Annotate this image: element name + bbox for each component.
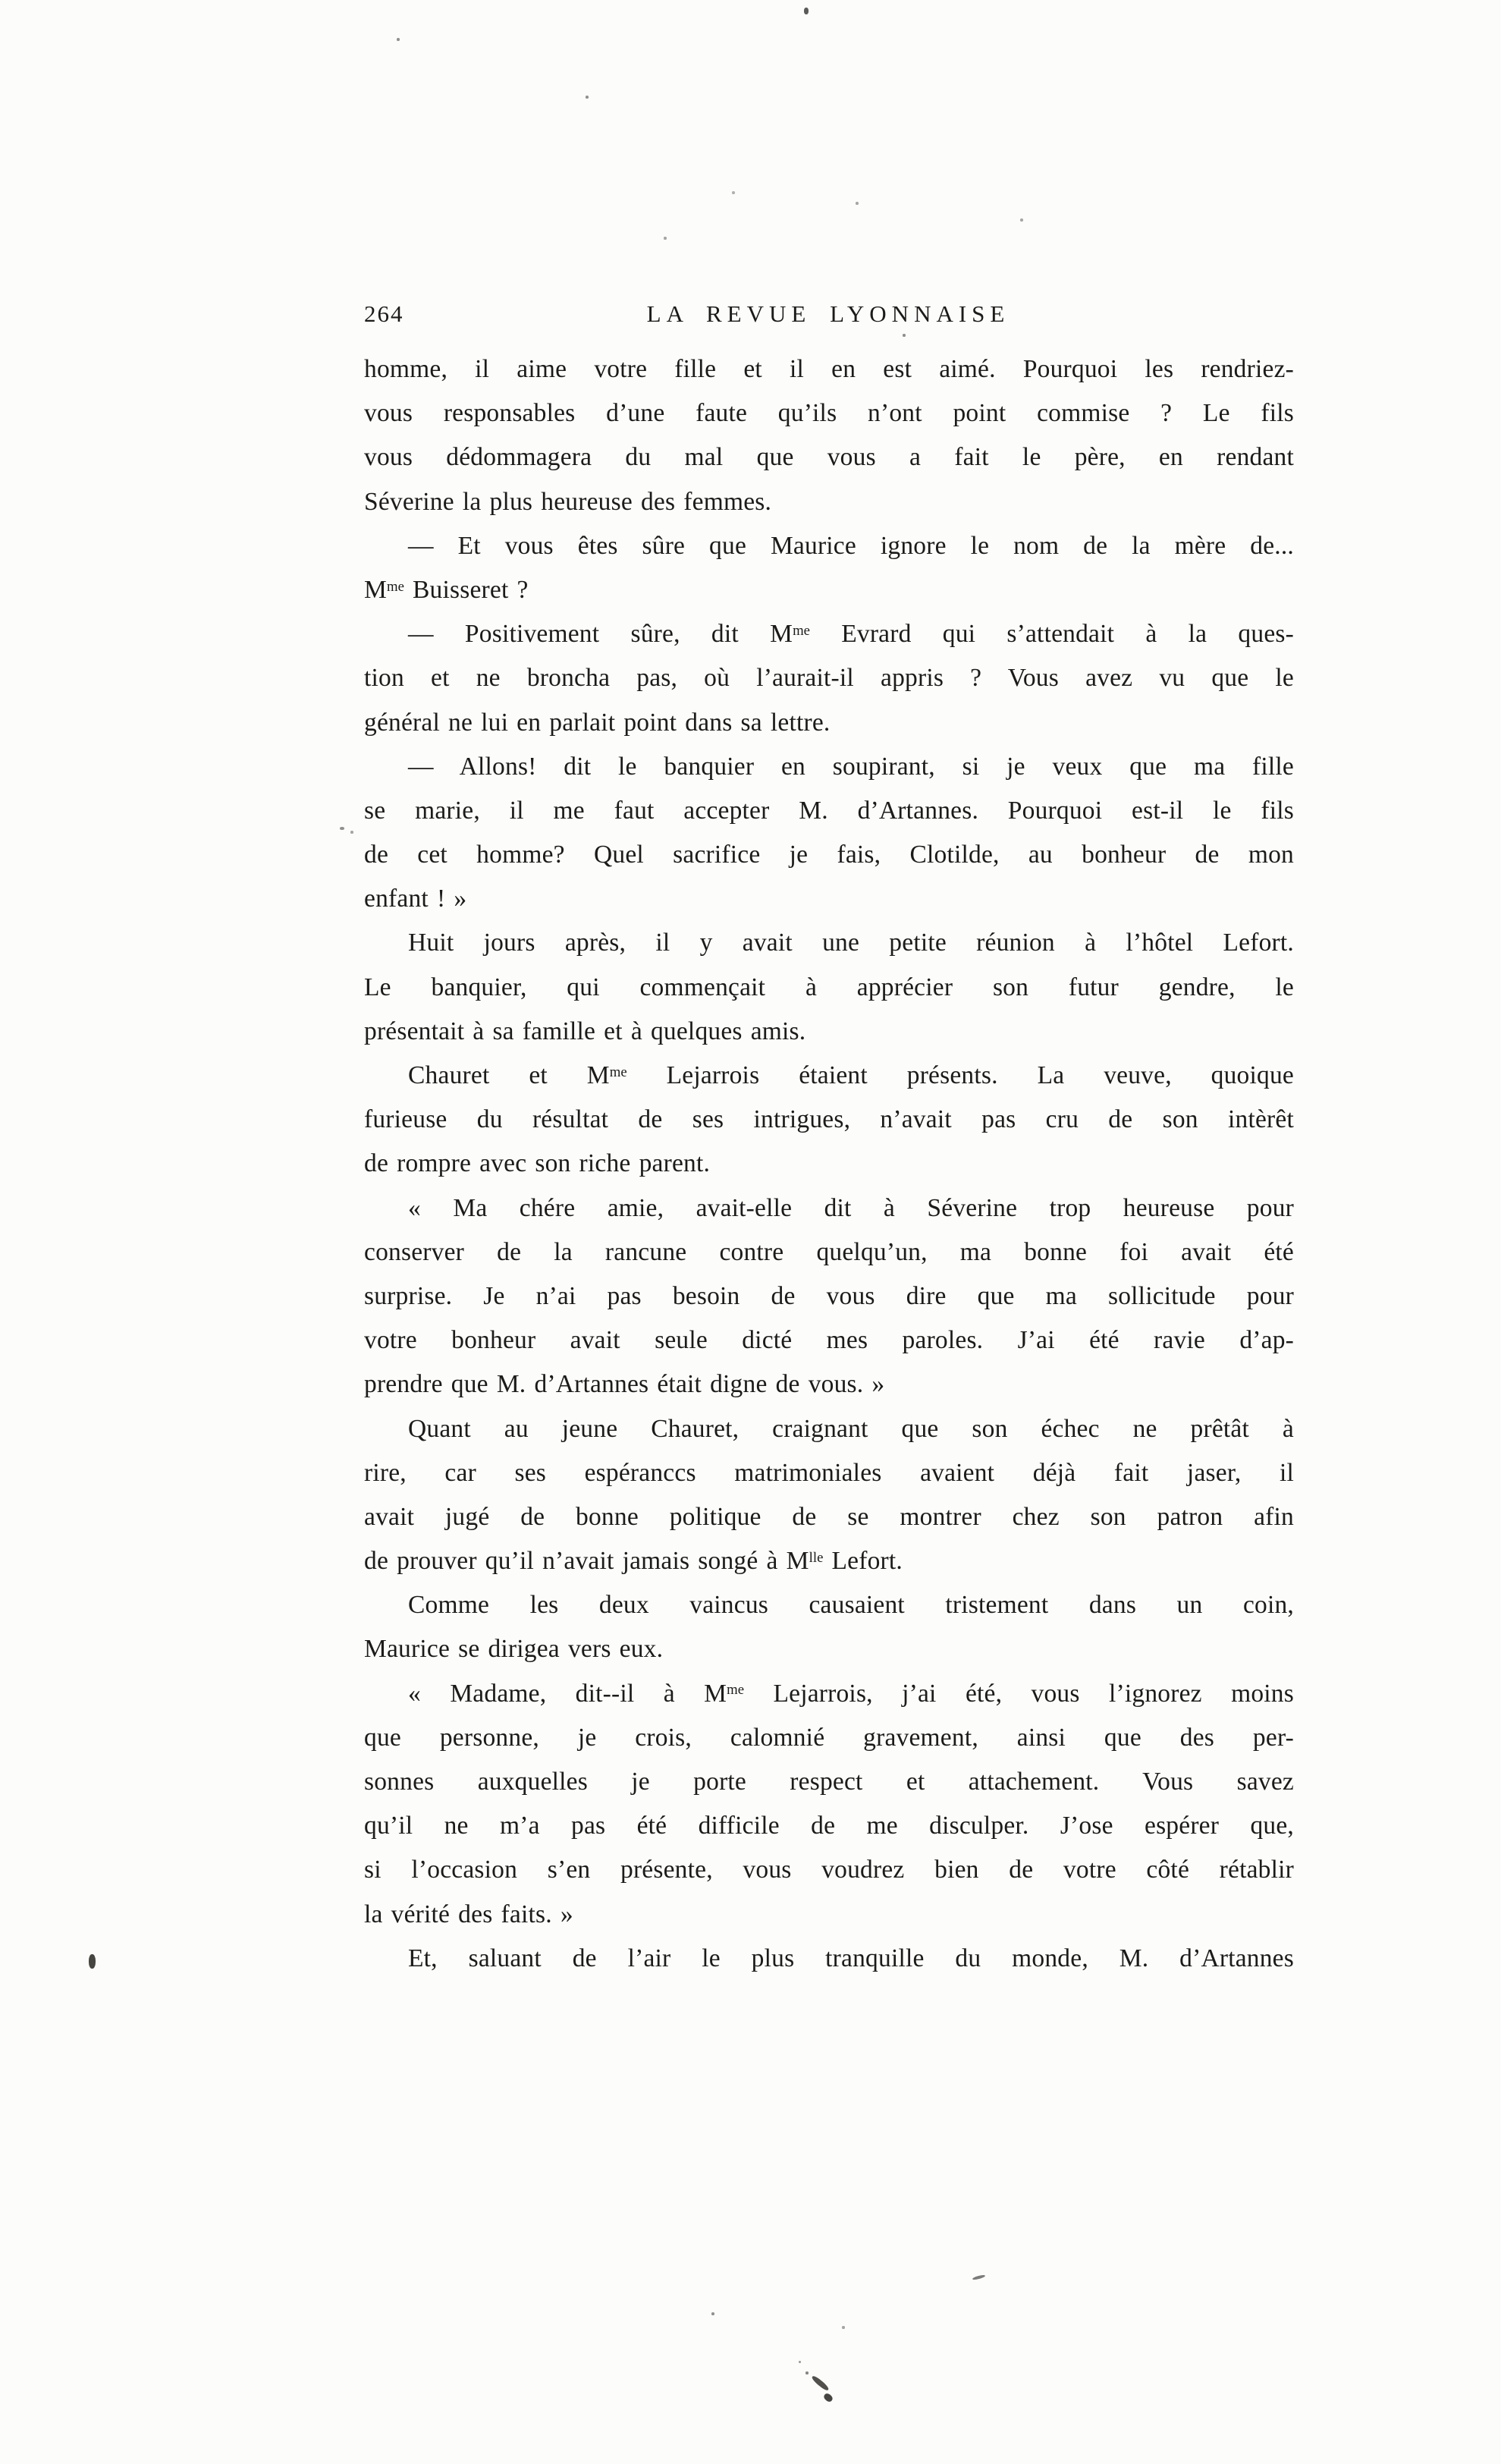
text-line: « Ma chére amie, avait-elle dit à Séverine trop heureuse pour <box>408 1193 1294 1222</box>
text-line: — Et vous êtes sûre que Maurice ignore le nom de la mère de... <box>408 531 1294 560</box>
text-line: que personne, je crois, calomnié gravement, ainsi que des per- <box>364 1723 1294 1752</box>
text-line: de prouver qu’il n’avait jamais songé à $M^{lle}$ Lefort. <box>364 1547 903 1576</box>
scan-speck <box>586 96 589 99</box>
scan-speck <box>350 831 353 834</box>
text-line: Quant au jeune Chauret, craignant que son échec ne prêtât à <box>408 1414 1294 1443</box>
superscript: me <box>609 1064 627 1080</box>
text-line: vous responsables d’une faute qu’ils n’ont point commise ? Le fils <box>364 399 1294 428</box>
text-line: rire, car ses espéranccs matrimoniales avaient déjà fait jaser, il <box>364 1458 1294 1487</box>
scan-speck <box>903 334 906 337</box>
text-line: Huit jours après, il y avait une petite réunion à l’hôtel Lefort. <box>408 929 1294 957</box>
text-line: avait jugé de bonne politique de se montrer chez son patron afin <box>364 1502 1294 1531</box>
superscript: me <box>727 1682 745 1699</box>
text-line: Chauret et $M^{me}$ Lejarrois étaient présents. La veuve, quoique <box>408 1061 1294 1089</box>
page-number: 264 <box>364 300 404 327</box>
text-line: Le banquier, qui commençait à apprécier son futur gendre, le <box>364 973 1294 1001</box>
scan-speck <box>811 2374 830 2392</box>
text-line: votre bonheur avait seule dicté mes paroles. J’ai été ravie d’ap- <box>364 1326 1294 1355</box>
scan-speck <box>397 38 400 41</box>
text-line: surprise. Je n’ai pas besoin de vous dire que ma sollicitude pour <box>364 1281 1294 1310</box>
body-text-block <box>364 347 1294 1981</box>
scan-speck <box>711 2312 714 2315</box>
text-line: vous dédommagera du mal que vous a fait le père, en rendant <box>364 443 1294 472</box>
scan-speck <box>805 2371 809 2374</box>
text-line: la vérité des faits. » <box>364 1900 573 1928</box>
text-line: Comme les deux vaincus causaient tristement dans un coin, <box>408 1591 1294 1620</box>
text-line: enfant ! » <box>364 885 467 913</box>
scan-speck <box>856 202 859 205</box>
text-line: général ne lui en parlait point dans sa lettre. <box>364 708 831 737</box>
scan-speck <box>842 2326 845 2329</box>
text-line: présentait à sa famille et à quelques amis. <box>364 1017 806 1045</box>
text-line: de cet homme? Quel sacrifice je fais, Clotilde, au bonheur de mon <box>364 841 1294 869</box>
scan-speck <box>732 191 735 194</box>
scan-speck <box>340 827 344 830</box>
superscript: me <box>793 622 810 639</box>
scan-speck <box>664 237 667 240</box>
text-line: qu’il ne m’a pas été difficile de me disculper. J’ose espérer que, <box>364 1812 1294 1840</box>
text-line: Séverine la plus heureuse des femmes. <box>364 487 772 516</box>
scan-speck <box>823 2392 834 2403</box>
page-header <box>363 300 1294 335</box>
scan-speck <box>1020 218 1023 222</box>
scan-speck <box>799 2361 801 2363</box>
text-line: Et, saluant de l’air le plus tranquille du monde, M. d’Artannes <box>408 1944 1294 1972</box>
superscript: me <box>387 578 404 595</box>
text-line: « Madame, dit--il à $M^{me}$ Lejarrois, j’ai été, vous l’ignorez moins <box>408 1679 1294 1708</box>
text-line: conserver de la rancune contre quelqu’un, ma bonne foi avait été <box>364 1237 1294 1266</box>
journal-title: LA REVUE LYONNAISE <box>646 300 1010 327</box>
text-line: se marie, il me faut accepter M. d’Artannes. Pourquoi est-il le fils <box>364 796 1294 825</box>
text-line: de rompre avec son riche parent. <box>364 1149 711 1178</box>
text-line: si l’occasion s’en présente, vous voudrez bien de votre côté rétablir <box>364 1856 1294 1884</box>
text-line: — Positivement sûre, dit $M^{me}$ Evrard qui s’attendait à la ques- <box>408 620 1294 649</box>
scan-speck <box>804 8 809 14</box>
text-line: tion et ne broncha pas, où l’aurait-il appris ? Vous avez vu que le <box>364 664 1294 693</box>
text-line: furieuse du résultat de ses intrigues, n’avait pas cru de son intèrêt <box>364 1105 1294 1134</box>
superscript: lle <box>809 1549 824 1566</box>
scan-speck <box>89 1954 96 1969</box>
scan-speck <box>972 2274 985 2280</box>
text-line: Maurice se dirigea vers eux. <box>364 1635 664 1664</box>
text-line: homme, il aime votre fille et il en est aimé. Pourquoi les rendriez- <box>364 355 1294 383</box>
text-line: sonnes auxquelles je porte respect et attachement. Vous savez <box>364 1768 1294 1796</box>
text-line: — Allons! dit le banquier en soupirant, si je veux que ma fille <box>408 752 1294 781</box>
text-line: prendre que M. d’Artannes était digne de vous. » <box>364 1370 885 1399</box>
text-line: $M^{me}$ Buisseret ? <box>364 575 529 604</box>
